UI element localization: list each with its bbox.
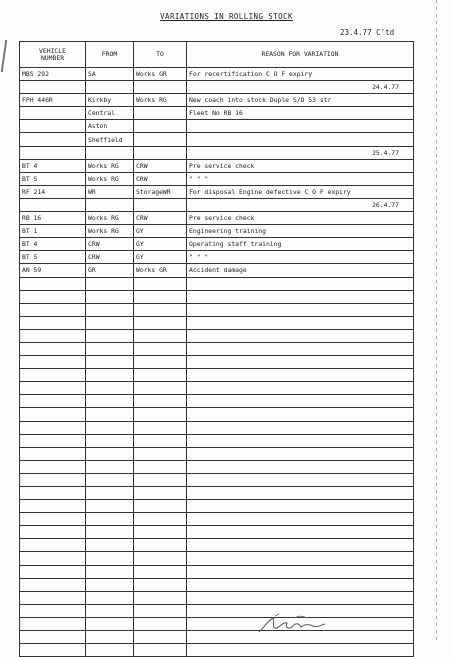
margin-bracket-mark (1, 40, 7, 72)
empty-cell (86, 382, 134, 395)
date-row (20, 146, 414, 159)
from-cell: Works RG (86, 159, 134, 172)
blank-row (20, 447, 414, 460)
empty-cell (134, 277, 187, 290)
continued-date: 23.4.77 C'td (340, 28, 395, 37)
header-reason: REASON FOR VARIATION (187, 42, 414, 68)
vehicle-cell: RF 214 (20, 185, 86, 198)
empty-cell (187, 303, 414, 316)
empty-cell (86, 303, 134, 316)
empty-cell (20, 329, 86, 342)
empty-cell (187, 487, 414, 500)
empty-cell (86, 513, 134, 526)
empty-cell (20, 277, 86, 290)
empty-cell (20, 644, 86, 657)
empty-cell (20, 316, 86, 329)
vehicle-cell: RB 16 (20, 212, 86, 225)
empty-cell (134, 382, 187, 395)
empty-cell (86, 565, 134, 578)
from-cell: CRW (86, 251, 134, 264)
empty-cell (86, 473, 134, 486)
empty-cell (20, 604, 86, 617)
blank-row (20, 487, 414, 500)
blank-row (20, 316, 414, 329)
blank-row (20, 408, 414, 421)
table-row (20, 172, 414, 185)
header-vehicle-number: VEHICLE NUMBER (20, 42, 86, 68)
empty-cell (134, 146, 187, 159)
from-cell: GR (86, 264, 134, 277)
empty-cell (187, 316, 414, 329)
header-to: TO (134, 42, 187, 68)
empty-cell (187, 369, 414, 382)
empty-cell (86, 617, 134, 630)
date-row (20, 81, 414, 94)
table-row (20, 212, 414, 225)
empty-cell (20, 198, 86, 211)
empty-cell (86, 604, 134, 617)
empty-cell (134, 369, 187, 382)
empty-cell (187, 591, 414, 604)
empty-cell (20, 591, 86, 604)
empty-cell (134, 316, 187, 329)
from-cell: Kirkby (86, 94, 134, 107)
empty-cell (187, 447, 414, 460)
empty-cell (20, 460, 86, 473)
to-cell: CRW (134, 159, 187, 172)
empty-cell (134, 408, 187, 421)
margin-rule (436, 0, 437, 640)
date-row (20, 198, 414, 211)
to-cell: CRW (134, 172, 187, 185)
empty-cell (134, 421, 187, 434)
empty-cell (20, 421, 86, 434)
empty-cell (86, 631, 134, 644)
empty-cell (20, 539, 86, 552)
empty-cell (134, 513, 187, 526)
blank-row (20, 473, 414, 486)
empty-cell (20, 395, 86, 408)
empty-cell (134, 526, 187, 539)
empty-cell (20, 447, 86, 460)
table-body (20, 68, 414, 657)
reason-cell: Operating staff training (187, 238, 414, 251)
to-cell: Works RG (134, 94, 187, 107)
vehicle-cell: BT 4 (20, 159, 86, 172)
blank-row (20, 395, 414, 408)
empty-cell (134, 604, 187, 617)
empty-cell (134, 487, 187, 500)
empty-cell (134, 303, 187, 316)
empty-cell (134, 539, 187, 552)
table-row (20, 133, 414, 146)
reason-cell: " " " (187, 251, 414, 264)
reason-cell: Accident damage (187, 264, 414, 277)
blank-row (20, 552, 414, 565)
vehicle-cell: BT 5 (20, 172, 86, 185)
empty-cell (187, 460, 414, 473)
empty-cell (86, 329, 134, 342)
empty-cell (134, 81, 187, 94)
blank-row (20, 644, 414, 657)
header-from: FROM (86, 42, 134, 68)
empty-cell (187, 421, 414, 434)
vehicle-cell (20, 120, 86, 133)
table-row (20, 68, 414, 81)
empty-cell (20, 473, 86, 486)
empty-cell (20, 631, 86, 644)
from-cell: SA (86, 68, 134, 81)
empty-cell (187, 290, 414, 303)
to-cell: GY (134, 251, 187, 264)
empty-cell (20, 434, 86, 447)
empty-cell (20, 342, 86, 355)
empty-cell (134, 500, 187, 513)
empty-cell (134, 434, 187, 447)
empty-cell (20, 303, 86, 316)
empty-cell (86, 81, 134, 94)
empty-cell (20, 356, 86, 369)
reason-cell: For recertification C O F expiry (187, 68, 414, 81)
empty-cell (187, 526, 414, 539)
empty-cell (86, 644, 134, 657)
empty-cell (86, 421, 134, 434)
to-cell: Works GR (134, 68, 187, 81)
to-cell: CRW (134, 212, 187, 225)
date-cell: 25.4.77 (187, 146, 414, 159)
empty-cell (134, 460, 187, 473)
blank-row (20, 303, 414, 316)
from-cell: Works RG (86, 172, 134, 185)
blank-row (20, 342, 414, 355)
empty-cell (187, 644, 414, 657)
table-row (20, 238, 414, 251)
empty-cell (86, 146, 134, 159)
empty-cell (187, 356, 414, 369)
empty-cell (187, 539, 414, 552)
empty-cell (86, 369, 134, 382)
empty-cell (134, 356, 187, 369)
empty-cell (86, 290, 134, 303)
vehicle-cell: BT 4 (20, 238, 86, 251)
empty-cell (20, 369, 86, 382)
to-cell: GY (134, 238, 187, 251)
empty-cell (86, 500, 134, 513)
empty-cell (134, 473, 187, 486)
empty-cell (134, 631, 187, 644)
blank-row (20, 526, 414, 539)
vehicle-cell: BT 5 (20, 251, 86, 264)
reason-cell: For disposal Engine defective C O F expiry (187, 185, 414, 198)
blank-row (20, 277, 414, 290)
table-row (20, 159, 414, 172)
empty-cell (20, 500, 86, 513)
empty-cell (86, 277, 134, 290)
empty-cell (86, 526, 134, 539)
signature-icon (255, 612, 335, 638)
from-cell: Central (86, 107, 134, 120)
empty-cell (187, 342, 414, 355)
empty-cell (86, 316, 134, 329)
empty-cell (187, 552, 414, 565)
reason-cell: Pre service check (187, 212, 414, 225)
date-cell: 26.4.77 (187, 198, 414, 211)
rolling-stock-table (19, 41, 414, 657)
empty-cell (134, 395, 187, 408)
vehicle-cell (20, 107, 86, 120)
empty-cell (20, 513, 86, 526)
empty-cell (86, 342, 134, 355)
table-row (20, 185, 414, 198)
empty-cell (187, 565, 414, 578)
to-cell: Works GR (134, 264, 187, 277)
reason-cell (187, 133, 414, 146)
table-row (20, 120, 414, 133)
empty-cell (86, 408, 134, 421)
to-cell (134, 107, 187, 120)
empty-cell (20, 290, 86, 303)
to-cell (134, 120, 187, 133)
empty-cell (20, 552, 86, 565)
table-header-row (20, 42, 414, 68)
empty-cell (86, 487, 134, 500)
blank-row (20, 513, 414, 526)
empty-cell (187, 395, 414, 408)
reason-cell: Engineering training (187, 225, 414, 238)
from-cell: CRW (86, 238, 134, 251)
empty-cell (20, 578, 86, 591)
empty-cell (134, 290, 187, 303)
blank-row (20, 421, 414, 434)
empty-cell (86, 395, 134, 408)
empty-cell (20, 617, 86, 630)
empty-cell (187, 500, 414, 513)
empty-cell (86, 591, 134, 604)
empty-cell (187, 277, 414, 290)
reason-cell: " " " (187, 172, 414, 185)
from-cell: WR (86, 185, 134, 198)
empty-cell (134, 552, 187, 565)
empty-cell (86, 356, 134, 369)
empty-cell (20, 487, 86, 500)
blank-row (20, 604, 414, 617)
blank-row (20, 578, 414, 591)
vehicle-cell: BT 1 (20, 225, 86, 238)
empty-cell (134, 617, 187, 630)
reason-cell: Pre service check (187, 159, 414, 172)
blank-row (20, 356, 414, 369)
empty-cell (134, 644, 187, 657)
empty-cell (187, 473, 414, 486)
empty-cell (20, 146, 86, 159)
empty-cell (86, 447, 134, 460)
empty-cell (20, 565, 86, 578)
empty-cell (86, 539, 134, 552)
blank-row (20, 290, 414, 303)
document-title: VARIATIONS IN ROLLING STOCK (160, 12, 293, 21)
empty-cell (20, 408, 86, 421)
empty-cell (187, 408, 414, 421)
empty-cell (134, 342, 187, 355)
empty-cell (187, 329, 414, 342)
blank-row (20, 369, 414, 382)
from-cell: Works RG (86, 225, 134, 238)
blank-row (20, 617, 414, 630)
blank-row (20, 591, 414, 604)
blank-row (20, 500, 414, 513)
empty-cell (134, 447, 187, 460)
empty-cell (187, 578, 414, 591)
vehicle-cell (20, 133, 86, 146)
from-cell: Works RG (86, 212, 134, 225)
empty-cell (86, 552, 134, 565)
blank-row (20, 631, 414, 644)
vehicle-cell: MBS 292 (20, 68, 86, 81)
vehicle-cell: FPH 446R (20, 94, 86, 107)
blank-row (20, 539, 414, 552)
empty-cell (86, 460, 134, 473)
reason-cell (187, 120, 414, 133)
blank-row (20, 434, 414, 447)
empty-cell (20, 526, 86, 539)
reason-cell: Fleet No RB 16 (187, 107, 414, 120)
to-cell: GY (134, 225, 187, 238)
table-row (20, 107, 414, 120)
blank-row (20, 460, 414, 473)
empty-cell (86, 434, 134, 447)
empty-cell (134, 198, 187, 211)
table-row (20, 264, 414, 277)
table-row (20, 251, 414, 264)
empty-cell (86, 198, 134, 211)
empty-cell (134, 565, 187, 578)
to-cell: StorageWR (134, 185, 187, 198)
date-cell: 24.4.77 (187, 81, 414, 94)
empty-cell (187, 434, 414, 447)
empty-cell (134, 591, 187, 604)
vehicle-cell: AN 59 (20, 264, 86, 277)
from-cell: Sheffield (86, 133, 134, 146)
from-cell: Aston (86, 120, 134, 133)
table-row (20, 225, 414, 238)
table-row (20, 94, 414, 107)
empty-cell (187, 382, 414, 395)
empty-cell (20, 382, 86, 395)
empty-cell (20, 81, 86, 94)
reason-cell: New coach into stock Duple S/D 53 str (187, 94, 414, 107)
to-cell (134, 133, 187, 146)
blank-row (20, 329, 414, 342)
empty-cell (187, 513, 414, 526)
empty-cell (134, 329, 187, 342)
blank-row (20, 565, 414, 578)
blank-row (20, 382, 414, 395)
empty-cell (134, 578, 187, 591)
empty-cell (86, 578, 134, 591)
